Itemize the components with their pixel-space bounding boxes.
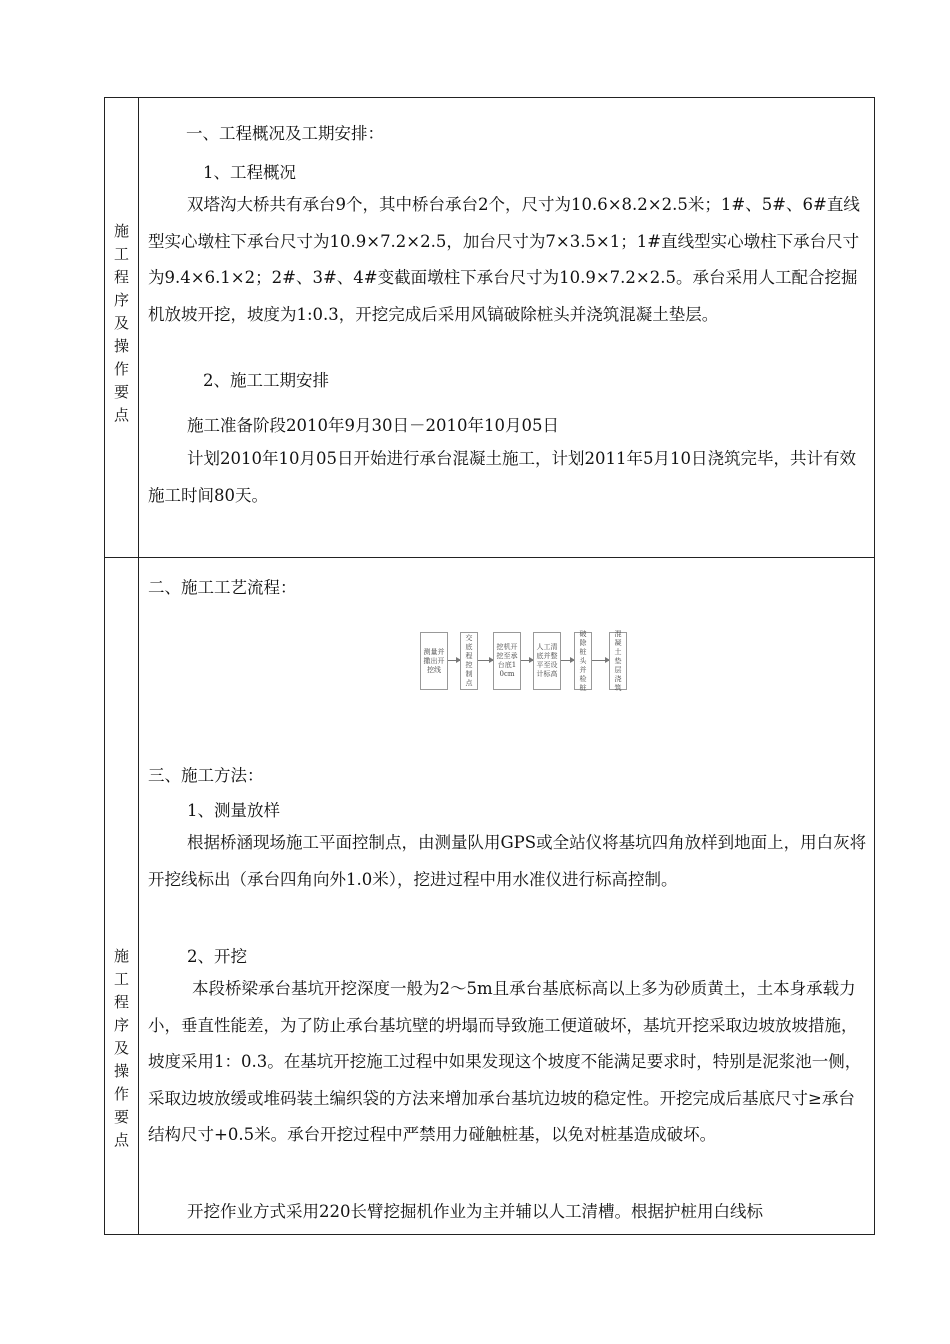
flow-step-5: 破除桩头并检桩: [574, 632, 592, 690]
section1-sub1: 1、工程概况: [203, 163, 296, 182]
side-label-bottom: 施 工 程 序 及 操 作 要 点: [113, 947, 129, 1149]
row-divider: [104, 557, 875, 558]
flow-arrow: [521, 660, 533, 661]
section3-sub1: 1、测量放样: [187, 801, 280, 820]
flow-arrow: [592, 660, 609, 661]
flow-arrow: [478, 660, 493, 661]
side-label-top: 施 工 程 序 及 操 作 要 点: [113, 222, 129, 424]
overview-paragraph: 双塔沟大桥共有承台9个，其中桥台承台2个，尺寸为10.6×8.2×2.5米；1#、5#、6#直线型实心墩柱下承台尺寸为10.9×7.2×2.5，加台尺寸为7×3.5×1；1#直线型实心墩柱下承台尺寸为9.4×6.1×2；2#、3#、4#变截面墩柱下承台尺寸为10.9×7.2×2.5。承台采用人工配合挖掘机放坡开挖，坡度为1:0.3，开挖完成后采用风镐破除桩头并浇筑混凝土垫层。: [148, 195, 860, 324]
excavation-paragraph: 本段桥梁承台基坑开挖深度一般为2～5m且承台基底标高以上多为砂质黄土，土本身承载力小，垂直性能差，为了防止承台基坑壁的坍塌而导致施工便道破坏，基坑开挖采取边坡放坡措施，坡度采用1：0.3。在基坑开挖施工过程中如果发现这个坡度不能满足要求时，特别是泥浆池一侧，采取边坡放缓或堆码装土编织袋的方法来增加承台基坑边坡的稳定性。开挖完成后基底尺寸≥承台结构尺寸+0.5米。承台开挖过程中严禁用力碰触桩基，以免对桩基造成破坏。: [148, 979, 862, 1144]
flow-step-3: 挖机开挖至承台底10cm: [493, 632, 521, 690]
section1-sub2: 2、施工工期安排: [203, 371, 329, 390]
section2-heading: 二、施工工艺流程：: [148, 578, 297, 597]
section3-sub2: 2、开挖: [187, 947, 247, 966]
prep-period: 施工准备阶段2010年9月30日－2010年10月05日: [187, 416, 559, 435]
flow-arrow: [448, 660, 460, 661]
flow-arrow: [561, 660, 574, 661]
flow-step-4: 人工清底并整平至设计标高: [533, 632, 561, 690]
schedule-plan: 计划2010年10月05日开始进行承台混凝土施工，计划2011年5月10日浇筑完毕，共计有效施工时间80天。: [148, 449, 856, 505]
section3-heading: 三、施工方法：: [148, 766, 264, 785]
flow-step-2: 交底程控制点: [460, 632, 478, 690]
section1-heading: 一、工程概况及工期安排：: [186, 124, 384, 143]
flow-step-6: 混凝土垫层浇筑: [609, 632, 627, 690]
method-line: 开挖作业方式采用220长臂挖掘机作业为主并辅以人工清槽。根据护桩用白线标: [187, 1202, 763, 1221]
flow-step-1: 测量并撒出开挖线: [420, 632, 448, 690]
survey-paragraph: 根据桥涵现场施工平面控制点，由测量队用GPS或全站仪将基坑四角放样到地面上，用白灰将开挖线标出（承台四角向外1.0米），挖进过程中用水准仪进行标高控制。: [148, 833, 867, 889]
